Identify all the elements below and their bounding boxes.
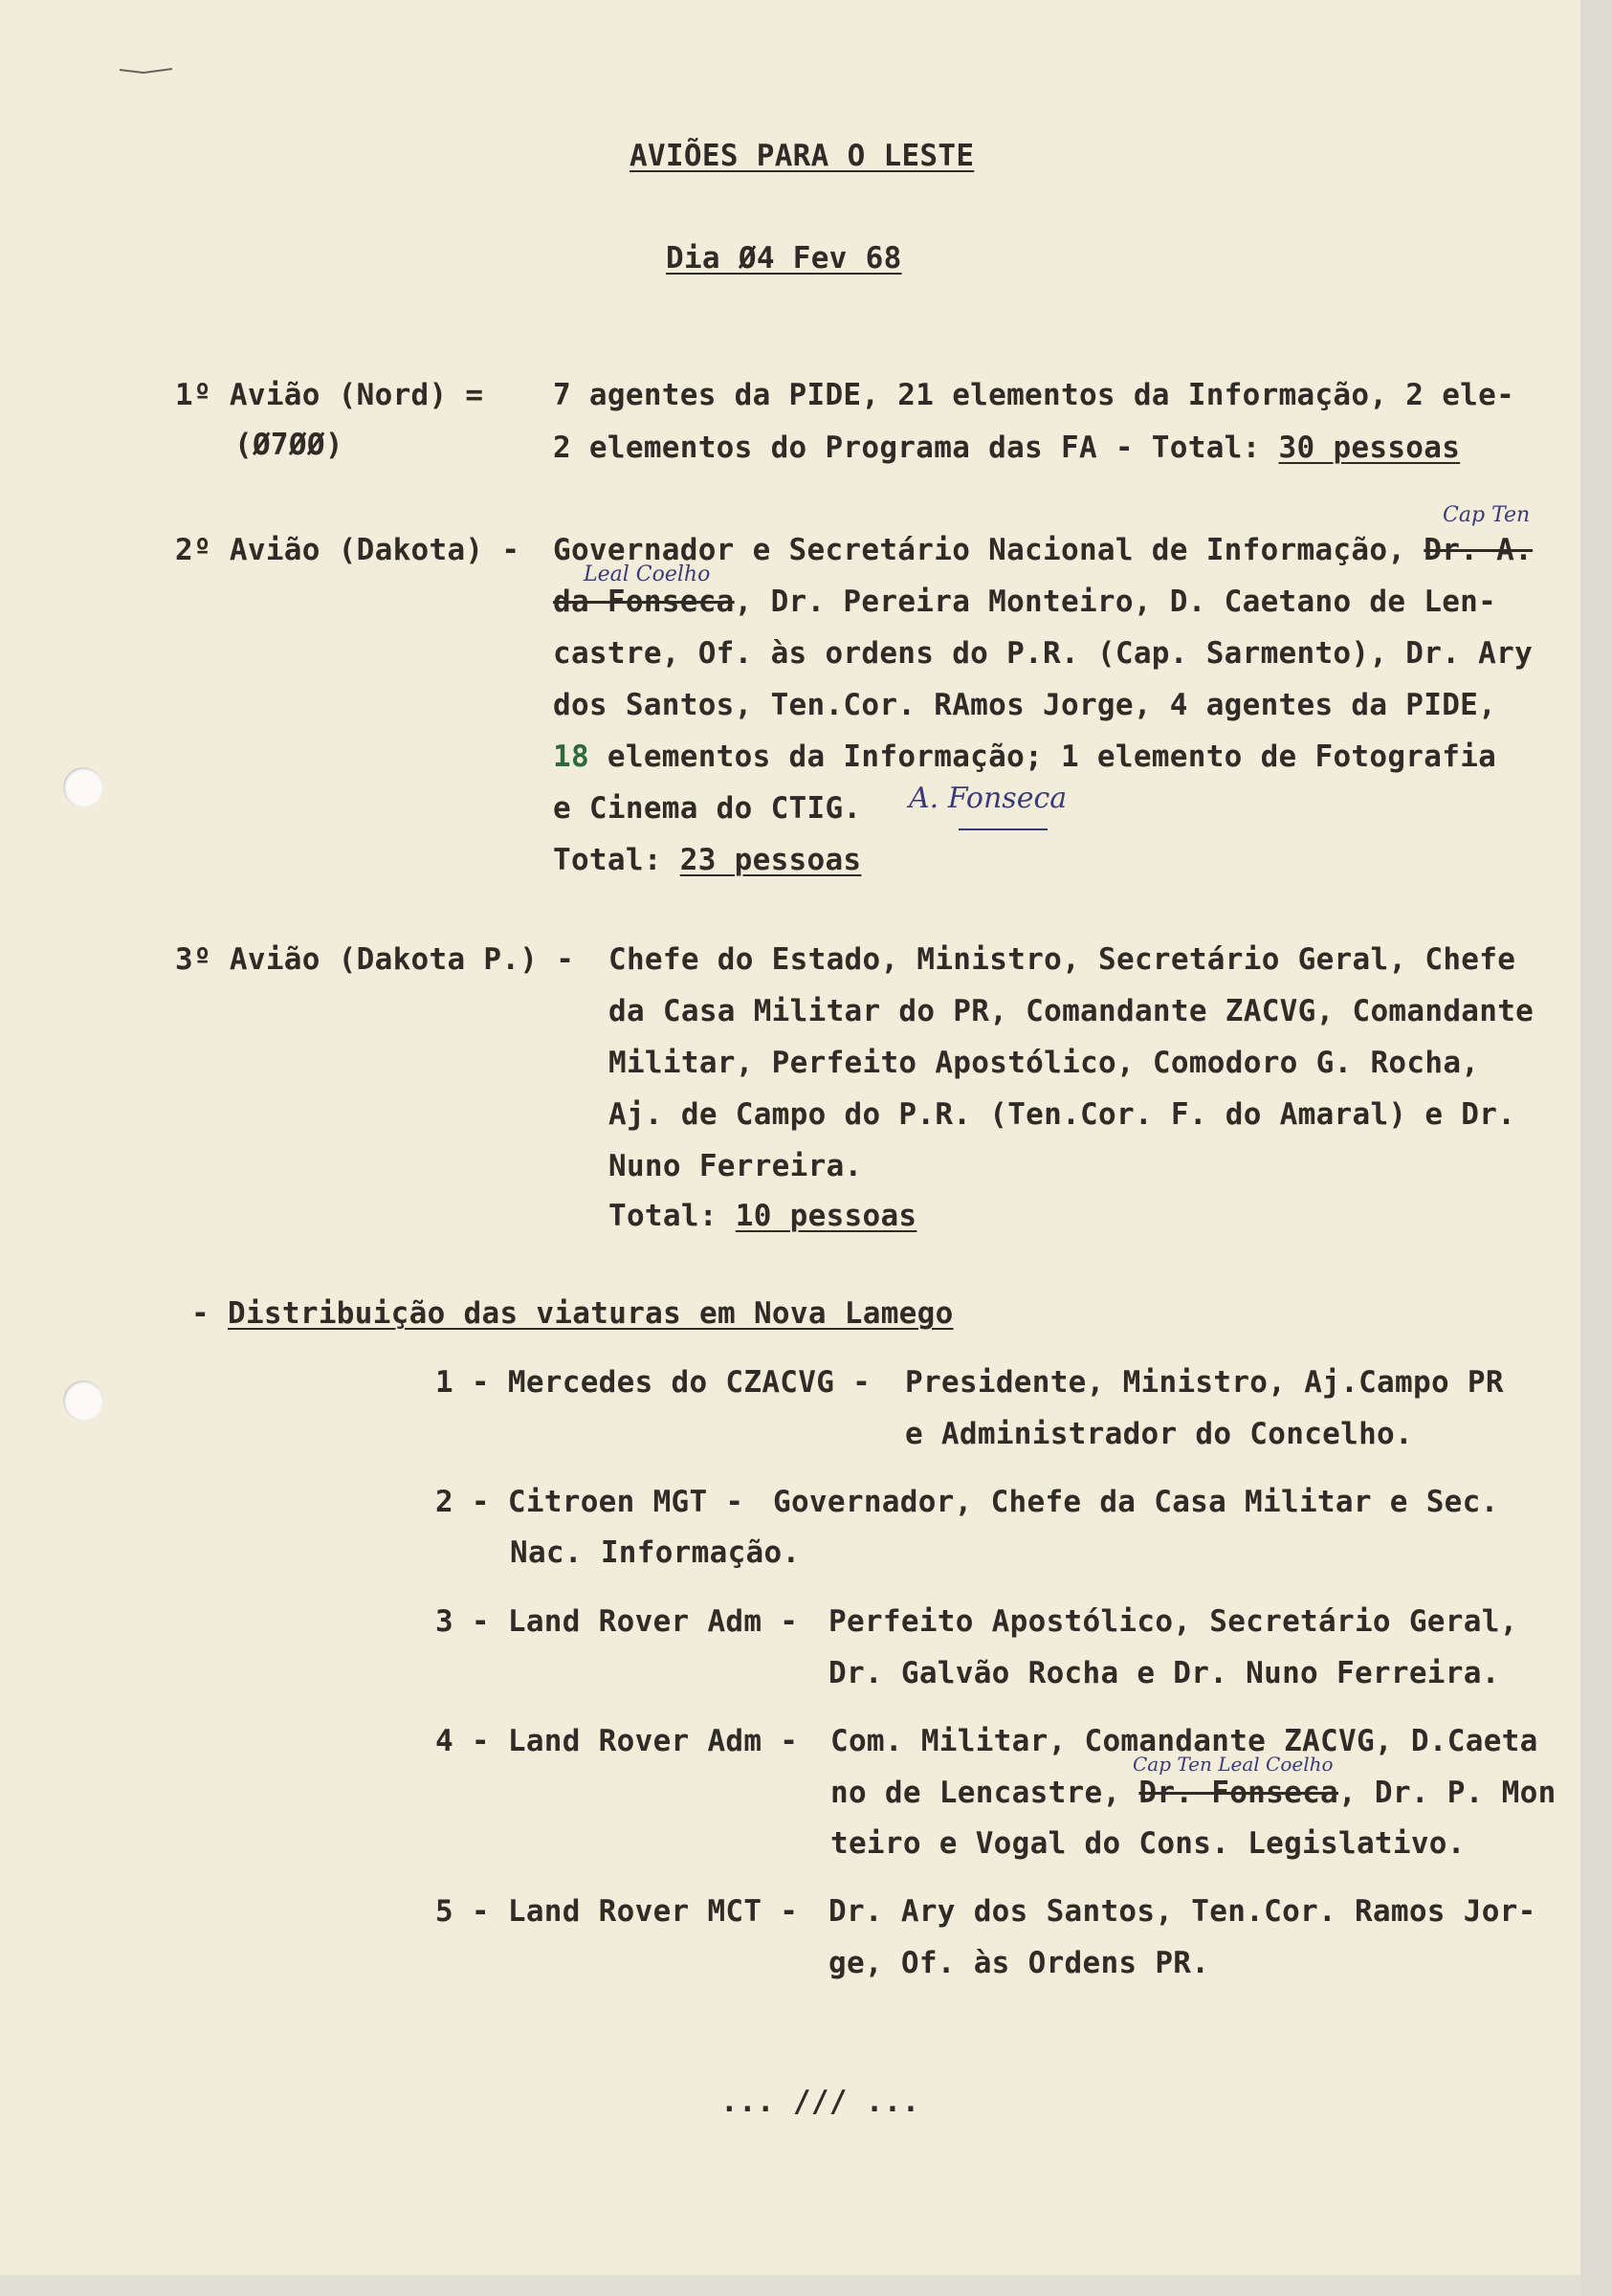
plane2-line5: 18 elementos da Informação; 1 elemento de Fotografia (553, 740, 1497, 774)
distribution-heading: Distribuição das viaturas em Nova Lamego (228, 1296, 954, 1331)
distribution-dash: - (191, 1296, 210, 1331)
plane1-time: (Ø7ØØ) (234, 428, 343, 462)
plane1-label: 1º Avião (Nord) = (175, 378, 484, 412)
plane3-line1: Chefe do Estado, Ministro, Secretário Geral, Chefe (608, 942, 1516, 977)
vehicle2-line1: Governador, Chefe da Casa Militar e Sec. (773, 1485, 1499, 1519)
pencil-mark (115, 55, 182, 84)
vehicle1-line2: e Administrador do Concelho. (905, 1417, 1413, 1451)
punch-hole-bottom (63, 1380, 103, 1421)
vehicle5-label: 5 - Land Rover MCT - (435, 1894, 799, 1929)
document-title: AVIÕES PARA O LESTE (629, 139, 975, 173)
struck-text: da Fonseca (553, 585, 735, 619)
handwritten-note-name: Leal Coelho (584, 563, 711, 586)
handwritten-signature: A. Fonseca (909, 782, 1068, 815)
corrected-number: 18 (553, 740, 589, 774)
plane2-line3: castre, Of. às ordens do P.R. (Cap. Sarmento), Dr. Ary (553, 636, 1534, 671)
plane2-line2: da Fonseca, Dr. Pereira Monteiro, D. Caetano de Len- (553, 585, 1497, 619)
vehicle4-line3: teiro e Vogal do Cons. Legislativo. (830, 1826, 1466, 1861)
document-date: Dia Ø4 Fev 68 (666, 241, 902, 276)
struck-text: Dr. Fonseca (1138, 1776, 1338, 1810)
vehicle2-line2: Nac. Informação. (510, 1535, 801, 1570)
plane3-label: 3º Avião (Dakota P.) - (175, 942, 575, 977)
plane3-line2: da Casa Militar do PR, Comandante ZACVG, Comandante (608, 994, 1535, 1028)
handwritten-note-vehicle4: Cap Ten Leal Coelho (1133, 1753, 1334, 1776)
vehicle5-line2: ge, Of. às Ordens PR. (828, 1946, 1210, 1980)
punch-hole-top (63, 767, 103, 807)
plane1-line2: 2 elementos do Programa das FA - Total: 30 pessoas (553, 430, 1461, 465)
plane1-total: 30 pessoas (1278, 430, 1461, 465)
vehicle3-line1: Perfeito Apostólico, Secretário Geral, (828, 1604, 1518, 1639)
plane2-total-line: Total: 23 pessoas (553, 843, 862, 877)
plane2-label: 2º Avião (Dakota) - (175, 533, 520, 567)
plane2-line1: Governador e Secretário Nacional de Informação, Dr. A. (553, 533, 1534, 567)
page-bottom-edge (0, 2275, 1580, 2296)
vehicle4-line2: no de Lencastre, Dr. Fonseca, Dr. P. Mon (830, 1776, 1557, 1810)
vehicle4-label: 4 - Land Rover Adm - (435, 1724, 799, 1758)
plane3-line5: Nuno Ferreira. (608, 1149, 863, 1183)
plane3-total-line: Total: 10 pessoas (608, 1199, 917, 1233)
plane3-total: 10 pessoas (735, 1199, 917, 1233)
vehicle4-line1: Com. Militar, Comandante ZACVG, D.Caeta (830, 1724, 1538, 1758)
vehicle3-line2: Dr. Galvão Rocha e Dr. Nuno Ferreira. (828, 1656, 1500, 1690)
vehicle1-label: 1 - Mercedes do CZACVG - (435, 1365, 872, 1400)
plane3-line3: Militar, Perfeito Apostólico, Comodoro G. Rocha, (608, 1046, 1480, 1080)
struck-text: Dr. A. (1424, 533, 1534, 567)
plane2-total: 23 pessoas (679, 843, 862, 877)
plane2-line6: e Cinema do CTIG. (553, 791, 862, 826)
signature-underline (957, 825, 1052, 834)
vehicle2-label: 2 - Citroen MGT - (435, 1485, 744, 1519)
plane1-line1: 7 agentes da PIDE, 21 elementos da Informação, 2 ele- (553, 378, 1515, 412)
plane3-line4: Aj. de Campo do P.R. (Ten.Cor. F. do Amaral) e Dr. (608, 1097, 1516, 1132)
plane2-line4: dos Santos, Ten.Cor. RAmos Jorge, 4 agentes da PIDE, (553, 688, 1497, 722)
page-continuation-mark: ... /// ... (720, 2085, 920, 2119)
vehicle1-line1: Presidente, Ministro, Aj.Campo PR (905, 1365, 1504, 1400)
vehicle5-line1: Dr. Ary dos Santos, Ten.Cor. Ramos Jor- (828, 1894, 1536, 1929)
vehicle3-label: 3 - Land Rover Adm - (435, 1604, 799, 1639)
page-edge (1580, 0, 1612, 2296)
handwritten-note-captain: Cap Ten (1443, 503, 1531, 527)
